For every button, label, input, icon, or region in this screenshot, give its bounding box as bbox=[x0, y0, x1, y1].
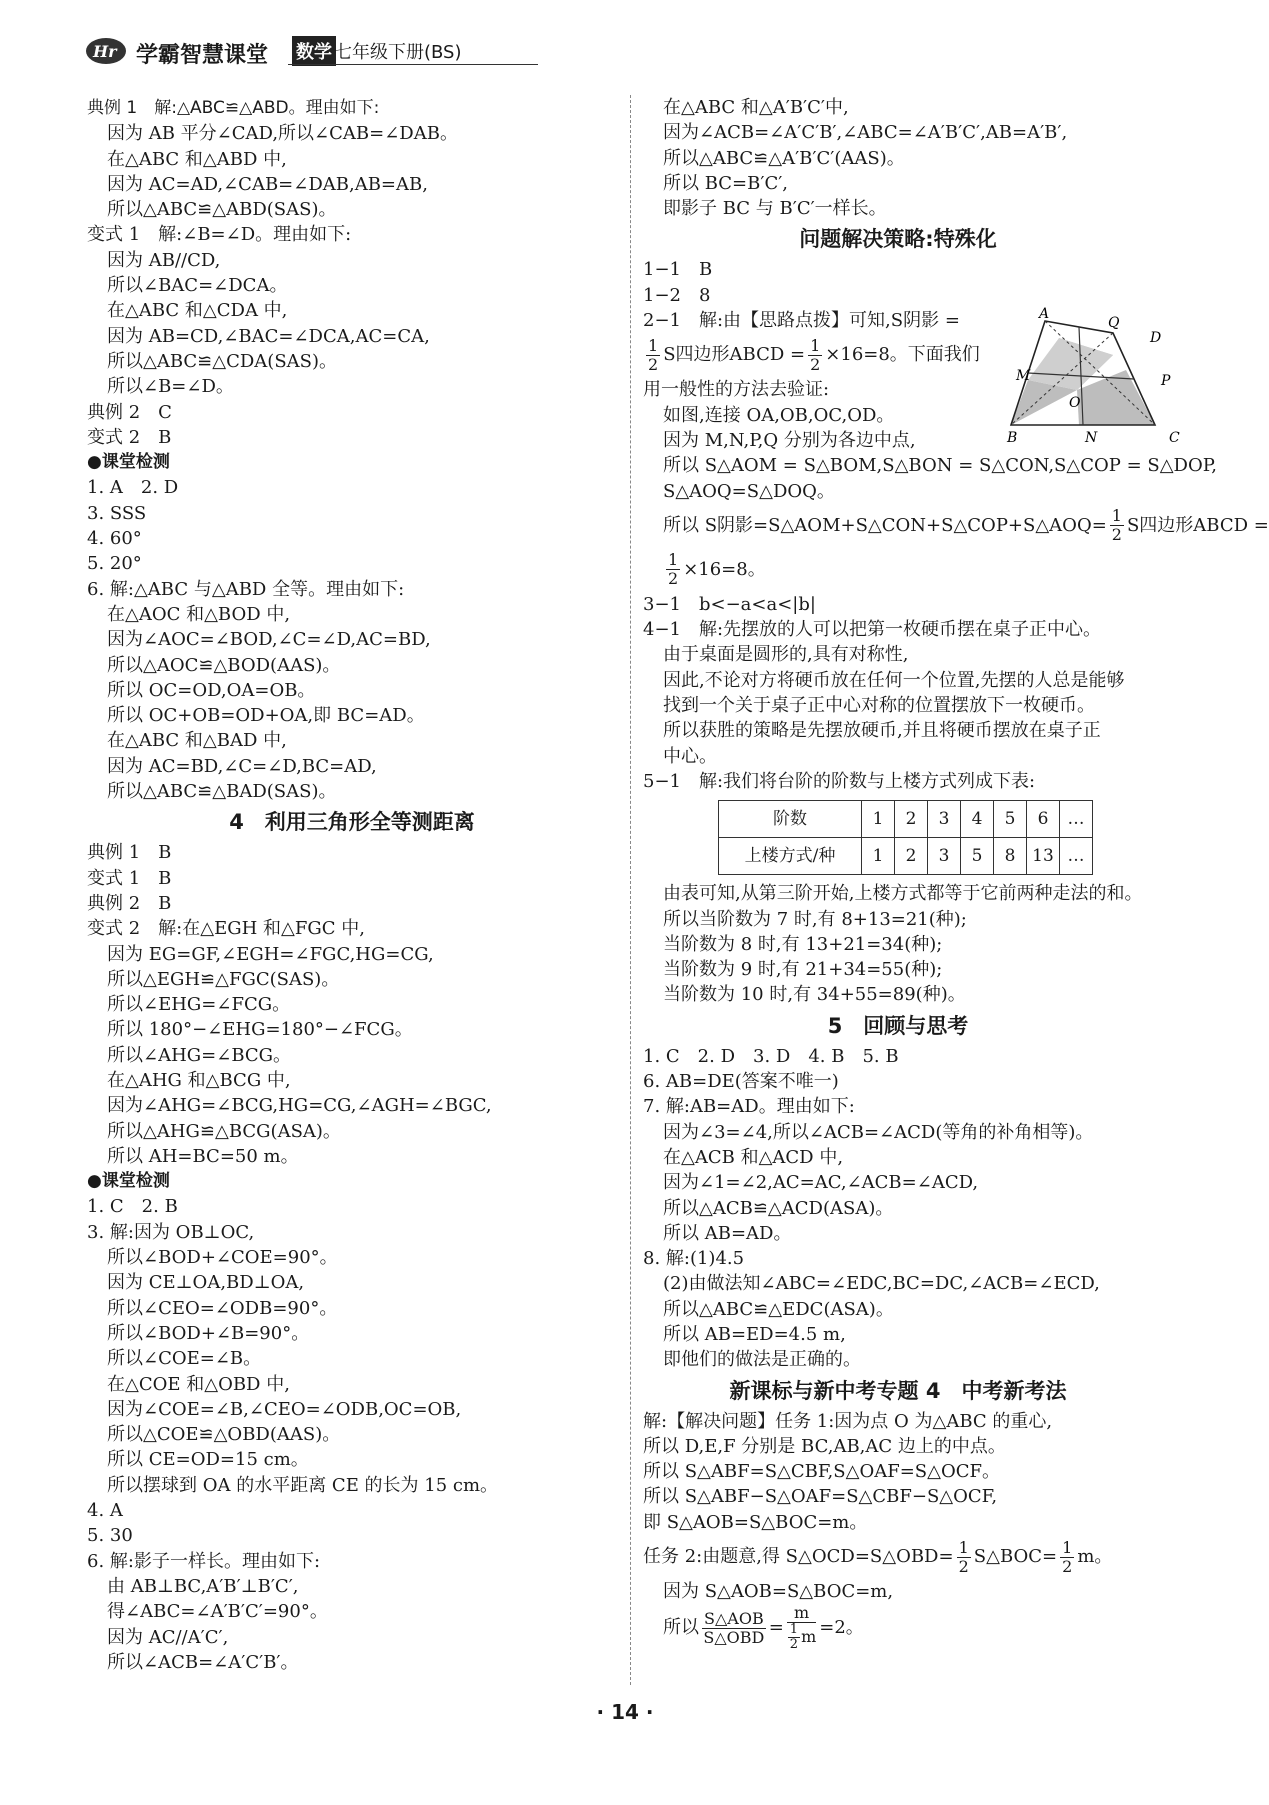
table-cell: 5 bbox=[994, 801, 1027, 838]
answer-line: 所以 180°−∠EHG=180°−∠FCG。 bbox=[107, 1019, 413, 1041]
answer-line: 在△ABC 和△A′B′C′中, bbox=[663, 97, 849, 118]
vertex-label: P bbox=[1161, 373, 1171, 389]
answer-line: 所以△ABC≌△A′B′C′(AAS)。 bbox=[663, 147, 905, 169]
answer-line: 1. C 2. D 3. D 4. B 5. B bbox=[643, 1045, 899, 1067]
vertex-label: O bbox=[1069, 395, 1081, 411]
grade-label: 七年级下册(BS) bbox=[334, 42, 462, 63]
answer-line: 因为∠AHG=∠BCG,HG=CG,∠AGH=∠BGC, bbox=[107, 1095, 492, 1117]
answer-line: 2−1 解:由【思路点拨】可知,S阴影 = bbox=[643, 310, 960, 332]
answer-line: 典例 2 B bbox=[87, 892, 172, 914]
answer-line: 因为 AC=AD,∠CAB=∠DAB,AB=AB, bbox=[107, 173, 428, 195]
answer-line: 典例 1 解:△ABC≌△ABD。理由如下: bbox=[87, 98, 380, 118]
svg-text:Hr: Hr bbox=[93, 42, 117, 61]
answer-line: 当阶数为 9 时,有 21+34=55(种); bbox=[663, 959, 943, 981]
table-cell: 阶数 bbox=[719, 801, 862, 838]
answer-line: 4−1 解:先摆放的人可以把第一枚硬币摆在桌子正中心。 bbox=[643, 619, 1102, 641]
column-divider bbox=[630, 95, 631, 1685]
answer-line: 所以摆球到 OA 的水平距离 CE 的长为 15 cm。 bbox=[107, 1474, 499, 1496]
fraction: m $\frac{1}{2}$ m bbox=[787, 1604, 816, 1652]
answer-line: 当阶数为 8 时,有 13+21=34(种); bbox=[663, 933, 943, 955]
section-label: ●课堂检测 bbox=[87, 452, 170, 473]
answer-line: 因为 AB 平分∠CAD,所以∠CAB=∠DAB。 bbox=[107, 123, 458, 145]
answer-line: 所以△ABC≌△EDC(ASA)。 bbox=[663, 1298, 894, 1320]
answer-line: 所以△ABC≌△CDA(SAS)。 bbox=[107, 350, 338, 372]
table-row bbox=[719, 801, 1093, 838]
answer-line: 所以△ABC≌△ABD(SAS)。 bbox=[107, 199, 337, 221]
brand-logo-icon bbox=[84, 36, 134, 66]
answer-line: 如图,连接 OA,OB,OC,OD。 bbox=[663, 404, 895, 426]
answer-line: 5. 20° bbox=[87, 553, 142, 575]
answer-line: 所以∠BOD+∠B=90°。 bbox=[107, 1322, 310, 1344]
answer-line: 因为∠1=∠2,AC=AC,∠ACB=∠ACD, bbox=[663, 1172, 979, 1194]
answer-line: 所以 D,E,F 分别是 BC,AB,AC 边上的中点。 bbox=[643, 1435, 1006, 1457]
answer-line: 所以△EGH≌△FGC(SAS)。 bbox=[107, 968, 340, 990]
answer-line: 因为∠ACB=∠A′C′B′,∠ABC=∠A′B′C′,AB=A′B′, bbox=[663, 122, 1068, 144]
answer-line: 由于桌面是圆形的,具有对称性, bbox=[663, 644, 909, 666]
answer-line: 变式 2 解:在△EGH 和△FGC 中, bbox=[87, 918, 365, 940]
answer-line: 5. 30 bbox=[87, 1525, 133, 1547]
answer-line: 所以∠B=∠D。 bbox=[107, 376, 234, 398]
answer-line: 典例 1 B bbox=[87, 842, 172, 864]
page-number: · 14 · bbox=[596, 1700, 654, 1724]
answer-line: 1. C 2. B bbox=[87, 1196, 178, 1218]
answer-line: 所以∠COE=∠B。 bbox=[107, 1348, 262, 1370]
answer-line: 找到一个关于桌子正中心对称的位置摆放下一枚硬币。 bbox=[663, 695, 1095, 717]
answer-line: 所以∠BOD+∠COE=90°。 bbox=[107, 1247, 338, 1269]
answer-line: 因为∠AOC=∠BOD,∠C=∠D,AC=BD, bbox=[107, 629, 431, 651]
left-column bbox=[87, 95, 617, 1675]
answer-line: 即影子 BC 与 B′C′一样长。 bbox=[663, 198, 887, 220]
answer-line: 所以 S△ABF−S△OAF=S△CBF−S△OCF, bbox=[643, 1486, 998, 1508]
answer-line: 因为 M,N,P,Q 分别为各边中点, bbox=[663, 429, 916, 451]
answer-line: 因为∠3=∠4,所以∠ACB=∠ACD(等角的补角相等)。 bbox=[663, 1121, 1094, 1143]
subject-badge: 数学 bbox=[292, 36, 336, 66]
brand-title: 学霸智慧课堂 bbox=[136, 43, 269, 68]
answer-line: 所以∠ACB=∠A′C′B′。 bbox=[107, 1651, 299, 1673]
answer-line: 所以 OC=OD,OA=OB。 bbox=[107, 679, 316, 701]
answer-line: 所以 OC+OB=OD+OA,即 BC=AD。 bbox=[107, 705, 425, 727]
answer-line: 所以 AH=BC=50 m。 bbox=[107, 1145, 299, 1167]
answer-line: 任务 2:由题意,得 S△OCD=S△OBD= $\frac{1}{2}$ S△BOC= $\frac{1}{2}$ m。 bbox=[643, 1537, 1113, 1576]
fraction: $\frac{1}{2}$ bbox=[810, 335, 821, 374]
answer-line: 因为∠COE=∠B,∠CEO=∠ODB,OC=OB, bbox=[107, 1398, 462, 1420]
answer-line: 即 S△AOB=S△BOC=m。 bbox=[643, 1511, 868, 1533]
answer-line: 在△ABC 和△ABD 中, bbox=[107, 148, 287, 170]
fraction: $\frac{1}{2}$ bbox=[668, 550, 679, 589]
answer-line: 所以△AHG≌△BCG(ASA)。 bbox=[107, 1120, 341, 1142]
section-label: ●课堂检测 bbox=[87, 1171, 170, 1192]
answer-line: 4. 60° bbox=[87, 528, 142, 550]
answer-line: (2)由做法知∠ABC=∠EDC,BC=DC,∠ACB=∠ECD, bbox=[663, 1273, 1100, 1295]
answer-line: 所以 BC=B′C′, bbox=[663, 172, 789, 194]
answer-line: 6. 解:影子一样长。理由如下: bbox=[87, 1550, 321, 1572]
answer-line: 所以∠BAC=∠DCA。 bbox=[107, 275, 288, 297]
answer-line: 4. A bbox=[87, 1500, 123, 1522]
answer-line: 在△ABC 和△CDA 中, bbox=[107, 300, 288, 322]
table-cell: 2 bbox=[895, 801, 928, 838]
answer-line: 所以∠CEO=∠ODB=90°。 bbox=[107, 1297, 338, 1319]
answer-line: S△AOQ=S△DOQ。 bbox=[663, 480, 835, 502]
answer-line: 即他们的做法是正确的。 bbox=[663, 1349, 861, 1371]
answer-line: 3. 解:因为 OB⊥OC, bbox=[87, 1221, 255, 1243]
answer-line: 由 AB⊥BC,A′B′⊥B′C′, bbox=[107, 1575, 299, 1597]
answer-line: 所以△ACB≌△ACD(ASA)。 bbox=[663, 1197, 894, 1219]
answer-line: 在△AOC 和△BOD 中, bbox=[107, 603, 291, 625]
answer-line: 所以 CE=OD=15 cm。 bbox=[107, 1449, 309, 1471]
vertex-label: C bbox=[1169, 430, 1180, 446]
answer-line: 所以△COE≌△OBD(AAS)。 bbox=[107, 1424, 341, 1446]
answer-line: $\frac{1}{2}$ ×16=8。 bbox=[668, 550, 766, 589]
table-cell: … bbox=[1060, 801, 1093, 838]
table-cell: 3 bbox=[928, 838, 961, 875]
table-cell: 3 bbox=[928, 801, 961, 838]
answer-line: 3−1 b<−a<a<|b| bbox=[643, 593, 816, 615]
fraction: $\frac{1}{2}$ bbox=[958, 1537, 969, 1576]
answer-line: 1. A 2. D bbox=[87, 477, 179, 499]
answer-line: 所以 S阴影=S△AOM+S△CON+S△COP+S△AOQ= $\frac{1}{2}$ S四边形ABCD = bbox=[663, 506, 1269, 545]
answer-line: 得∠ABC=∠A′B′C′=90°。 bbox=[107, 1601, 328, 1623]
section-heading: 新课标与新中考专题 4 中考新考法 bbox=[729, 1378, 1067, 1403]
vertex-label: N bbox=[1085, 430, 1098, 446]
header-rule bbox=[288, 64, 538, 65]
answer-line: 解:【解决问题】任务 1:因为点 O 为△ABC 的重心, bbox=[643, 1410, 1053, 1432]
answer-line: 所以当阶数为 7 时,有 8+13=21(种); bbox=[663, 908, 967, 930]
answer-line: 所以 $\frac{\text{S△AOB}}{\text{S△OBD}}$ = m $\frac{1}{2}$ m =2。 bbox=[663, 1603, 864, 1653]
table-cell: 上楼方式/种 bbox=[719, 838, 862, 875]
answer-line: 因为 AC=BD,∠C=∠D,BC=AD, bbox=[107, 755, 377, 777]
answer-line: 所以△ABC≌△BAD(SAS)。 bbox=[107, 781, 337, 803]
answer-line: 6. 解:△ABC 与△ABD 全等。理由如下: bbox=[87, 578, 405, 600]
vertex-label: M bbox=[1016, 368, 1031, 384]
answer-line: 因为 AB//CD, bbox=[107, 249, 221, 271]
fraction: $\frac{1}{2}$ bbox=[1062, 1537, 1073, 1576]
fraction: $\frac{1}{2}$ bbox=[648, 335, 659, 374]
answer-line: 8. 解:(1)4.5 bbox=[643, 1248, 745, 1270]
fraction: $\frac{1}{2}$ bbox=[1111, 506, 1122, 545]
answer-line: 因为 EG=GF,∠EGH=∠FGC,HG=CG, bbox=[107, 943, 434, 965]
vertex-label: Q bbox=[1108, 315, 1120, 331]
answer-line: 变式 2 B bbox=[87, 426, 172, 448]
answer-line: 所以 S△AOM = S△BOM,S△BON = S△CON,S△COP = S△DOP, bbox=[663, 455, 1217, 477]
answer-line: 因为 AB=CD,∠BAC=∠DCA,AC=CA, bbox=[107, 325, 430, 347]
answer-line: 当阶数为 10 时,有 34+55=89(种)。 bbox=[663, 984, 966, 1006]
answer-line: 因为 AC//A′C′, bbox=[107, 1626, 229, 1648]
table-cell: … bbox=[1060, 838, 1093, 875]
answer-line: 变式 1 解:∠B=∠D。理由如下: bbox=[87, 224, 352, 246]
answer-line: 所以∠EHG=∠FCG。 bbox=[107, 994, 291, 1016]
table-cell: 13 bbox=[1027, 838, 1060, 875]
fraction: $\frac{\text{S△AOB}}{\text{S△OBD}}$ bbox=[703, 1608, 765, 1647]
answer-line: 6. AB=DE(答案不唯一) bbox=[643, 1071, 839, 1093]
answer-line: 在△ACB 和△ACD 中, bbox=[663, 1146, 844, 1168]
answer-line: 所以 AB=ED=4.5 m, bbox=[663, 1323, 846, 1345]
answer-line: 因为 S△AOB=S△BOC=m, bbox=[663, 1581, 894, 1603]
answer-line: 典例 2 C bbox=[87, 401, 172, 423]
answer-line: 3. SSS bbox=[87, 502, 147, 524]
answer-line: 7. 解:AB=AD。理由如下: bbox=[643, 1096, 855, 1118]
table-cell: 6 bbox=[1027, 801, 1060, 838]
answer-line: 因此,不论对方将硬币放在任何一个位置,先摆的人总是能够 bbox=[663, 669, 1125, 691]
table-cell: 8 bbox=[994, 838, 1027, 875]
answer-line: 因为 CE⊥OA,BD⊥OA, bbox=[107, 1272, 305, 1294]
stairs-table bbox=[718, 800, 1093, 875]
table-cell: 4 bbox=[961, 801, 994, 838]
answer-line: 1−1 B bbox=[643, 259, 713, 281]
answer-line: 5−1 解:我们将台阶的阶数与上楼方式列成下表: bbox=[643, 770, 1036, 792]
table-row bbox=[719, 838, 1093, 875]
answer-line: 在△ABC 和△BAD 中, bbox=[107, 730, 287, 752]
answer-line: 在△AHG 和△BCG 中, bbox=[107, 1069, 291, 1091]
page-header bbox=[84, 34, 504, 74]
answer-line: 在△COE 和△OBD 中, bbox=[107, 1373, 290, 1395]
answer-line: 所以获胜的策略是先摆放硬币,并且将硬币摆放在桌子正 bbox=[663, 720, 1101, 742]
answer-line: 1−2 8 bbox=[643, 284, 711, 306]
table-cell: 5 bbox=[961, 838, 994, 875]
answer-line: 所以 S△ABF=S△CBF,S△OAF=S△OCF。 bbox=[643, 1461, 1000, 1483]
answer-line: 所以∠AHG=∠BCG。 bbox=[107, 1044, 292, 1066]
table-cell: 2 bbox=[895, 838, 928, 875]
section-heading: 问题解决策略:特殊化 bbox=[799, 227, 997, 252]
answer-line: 中心。 bbox=[663, 745, 717, 767]
section-heading: 4 利用三角形全等测距离 bbox=[229, 810, 475, 835]
vertex-label: B bbox=[1007, 430, 1018, 446]
section-heading: 5 回顾与思考 bbox=[827, 1013, 969, 1038]
answer-line: $\frac{1}{2}$ S四边形ABCD = $\frac{1}{2}$ ×16=8。下面我们 bbox=[648, 335, 980, 374]
vertex-label: D bbox=[1150, 330, 1162, 346]
answer-line: 用一般性的方法去验证: bbox=[643, 379, 830, 401]
table-cell: 1 bbox=[862, 801, 895, 838]
quadrilateral-figure bbox=[1003, 306, 1183, 446]
answer-line: 变式 1 B bbox=[87, 867, 172, 889]
vertex-label: A bbox=[1039, 306, 1050, 322]
table-cell: 1 bbox=[862, 838, 895, 875]
answer-line: 所以△AOC≌△BOD(AAS)。 bbox=[107, 654, 341, 676]
answer-line: 所以 AB=AD。 bbox=[663, 1222, 792, 1244]
answer-line: 由表可知,从第三阶开始,上楼方式都等于它前两种走法的和。 bbox=[663, 883, 1143, 905]
